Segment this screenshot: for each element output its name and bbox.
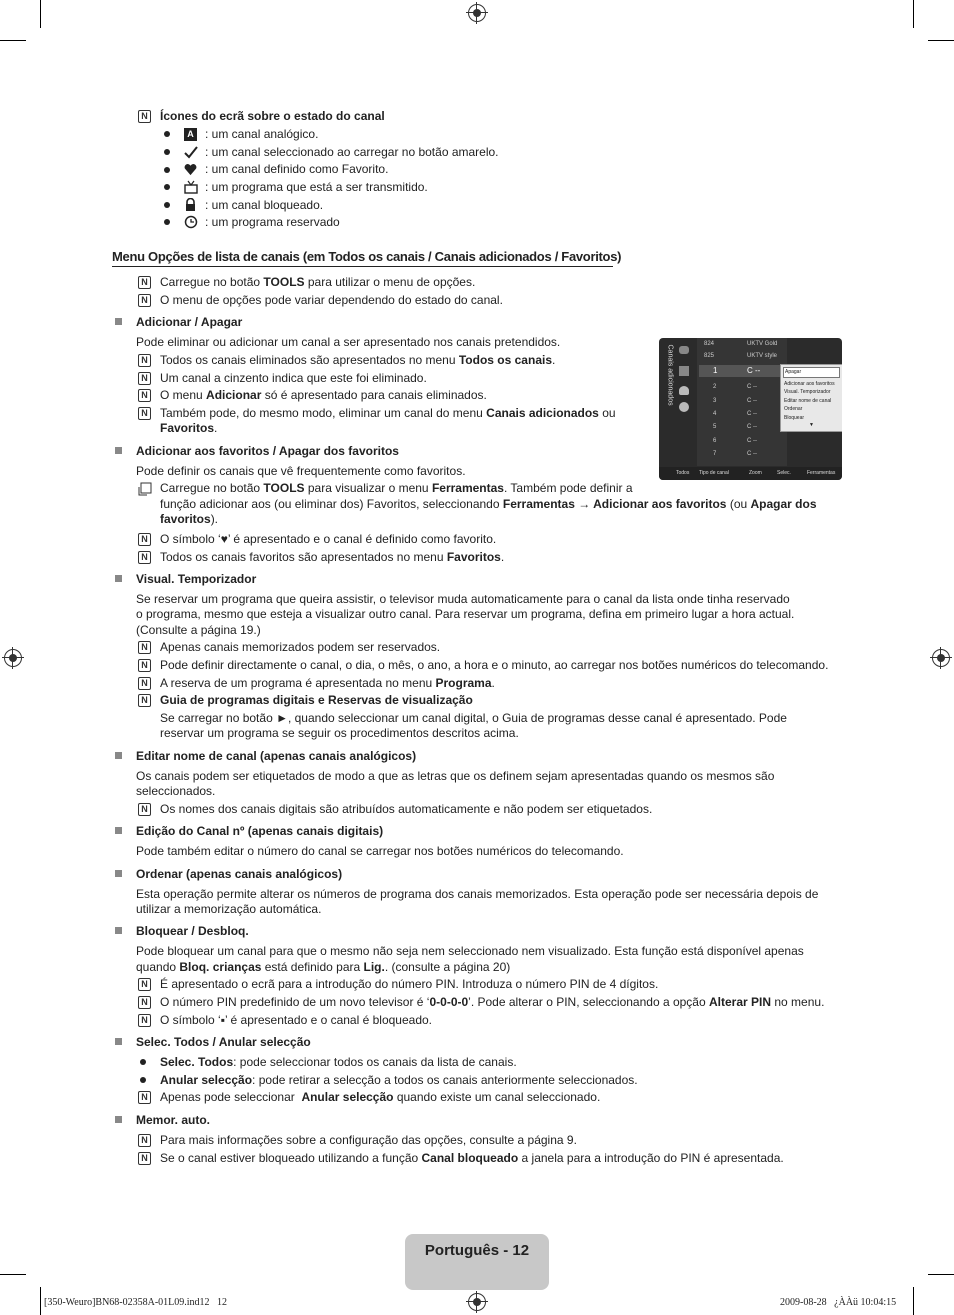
section-heading: Menu Opções de lista de canais (em Todos os canais / Canais adicionados / Favoritos) (112, 249, 613, 267)
status-item: : um canal analógico. (205, 127, 319, 141)
note-icon: N (138, 276, 151, 289)
list-item: 825 UKTV style (704, 353, 778, 359)
note-icon: N (138, 1091, 151, 1104)
note-icon: N (138, 996, 151, 1009)
tv-channel-list-screenshot (659, 338, 842, 480)
bullet-text: Anular selecção: pode retirar a selecção a todos os canais anteriormente seleccionados. (160, 1073, 638, 1087)
section-square (115, 870, 122, 877)
note-text: Apenas canais memorizados podem ser reservados. (160, 640, 441, 654)
page-number: Português - 12 (424, 1242, 530, 1259)
bullet (140, 1059, 146, 1065)
list-item-selected: 1 C -- (699, 365, 787, 377)
note-icon: N (138, 1134, 151, 1147)
list-item: 2 C -- (713, 384, 757, 390)
list-item: 3 C -- (713, 398, 757, 404)
paragraph: Pode eliminar ou adicionar um canal a ser apresentado nos canais pretendidos. (136, 335, 561, 349)
note-text: reservar um programa se seguir os procedimentos descritos acima. (160, 726, 519, 740)
status-item: : um canal bloqueado. (205, 198, 324, 212)
paragraph: Pode também editar o número do canal se carregar nos botões numéricos do telecomando. (136, 844, 624, 858)
bullet (140, 1077, 146, 1083)
tv-broadcast-icon (184, 180, 197, 193)
print-date: 2009-08-28 ¿ÀÀü 10:04:15 (780, 1297, 897, 1308)
note-text: A reserva de um programa é apresentada no menu Programa. (160, 676, 495, 690)
section-title-icons: Ícones do ecrã sobre o estado do canal (160, 109, 385, 123)
bullet-text: Selec. Todos: pode seleccionar todos os canais da lista de canais. (160, 1055, 517, 1069)
note-text: É apresentado o ecrã para a introdução do número PIN. Introduza o número PIN de 4 dígitos. (160, 977, 659, 991)
registration-mark-bottom (468, 1293, 486, 1311)
note-text: O número PIN predefinido de um novo televisor é ‘0-0-0-0’. Pode alterar o PIN, seleccionando a opção Alterar PIN no menu. (160, 995, 825, 1009)
note-text: Apenas pode seleccionar Anular selecção quando existe um canal seleccionado. (160, 1090, 601, 1104)
paragraph: Pode definir os canais que vê frequentemente como favoritos. (136, 464, 466, 478)
note-icon: N (138, 389, 151, 402)
status-item: : um canal definido como Favorito. (205, 162, 389, 176)
heart-icon: ♥ (220, 532, 228, 546)
subsection-title: Memor. auto. (136, 1113, 211, 1127)
note-icon: N (138, 659, 151, 672)
subsection-title: Adicionar aos favoritos / Apagar dos favoritos (136, 444, 399, 458)
subsection-title: Editar nome de canal (apenas canais analógicos) (136, 749, 417, 763)
note-icon: N (138, 978, 151, 991)
note-text: Carregue no botão TOOLS para utilizar o menu de opções. (160, 275, 476, 289)
note-icon: N (138, 354, 151, 367)
clock-icon (184, 215, 197, 228)
paragraph: quando Bloq. crianças está definido para Lig.. (consulte a página 20) (136, 960, 511, 974)
note-icon: N (138, 110, 151, 123)
status-item: : um programa que está a ser transmitido. (205, 180, 428, 194)
bullet (164, 167, 170, 173)
tools-icon (138, 482, 151, 495)
section-square (115, 827, 122, 834)
list-item: 4 C -- (713, 411, 757, 417)
paragraph: (Consulte a página 19.) (136, 623, 261, 637)
bottom-item: Zoom (749, 470, 762, 476)
subsection-title: Bloquear / Desbloq. (136, 924, 249, 938)
note-text: Os nomes dos canais digitais são atribuídos automaticamente e não podem ser etiquetados. (160, 802, 653, 816)
tools-text: favoritos). (160, 512, 219, 526)
bottom-item: Todos (676, 470, 690, 476)
paragraph: utilizar a memorização automática. (136, 902, 322, 916)
note-text: Para mais informações sobre a configuração das opções, consulte a página 9. (160, 1133, 577, 1147)
analog-channel-icon: A (184, 128, 197, 141)
registration-mark-right (932, 649, 950, 667)
note-text: Guia de programas digitais e Reservas de visualização (160, 693, 473, 707)
bottom-bar (659, 467, 842, 480)
heart-icon (679, 386, 689, 395)
note-text: Também pode, do mesmo modo, eliminar um canal do menu Canais adicionados ou Favoritos. (160, 406, 616, 435)
list-item: 824 UKTV Gold (704, 341, 778, 347)
subsection-title: Edição do Canal nº (apenas canais digitais) (136, 824, 384, 838)
section-square (115, 447, 122, 454)
list-item: 5 C -- (713, 424, 757, 430)
popup-item[interactable]: Bloquear (784, 414, 805, 421)
note-icon: N (138, 533, 151, 546)
list-item: 7 C -- (713, 451, 757, 457)
add-icon (679, 366, 689, 376)
paragraph: o programa, mesmo que esteja a visualizar outro canal. Para reservar um programa, defina em primeiro lugar a hora actual. (136, 607, 795, 621)
subsection-title: Ordenar (apenas canais analógicos) (136, 867, 343, 881)
lock-icon (184, 198, 197, 211)
tools-text: função adicionar aos (ou eliminar dos) Favoritos, seleccionando Ferramentas → Adicionar aos favoritos (ou Apagar dos (160, 497, 817, 511)
note-icon: N (138, 677, 151, 690)
note-text: Se carregar no botão ►, quando seleccionar um canal digital, o Guia de programas desse canal é apresentado. Pode (160, 711, 787, 725)
popup-item[interactable]: Visual. Temporizador (784, 389, 831, 395)
note-text: Um canal a cinzento indica que este foi eliminado. (160, 371, 427, 385)
paragraph: Esta operação permite alterar os números de programa dos canais memorizados. Esta operação pode ser necessária depois de (136, 887, 819, 901)
list-item: 6 C -- (713, 438, 757, 444)
satellite-icon (679, 346, 689, 354)
bullet (164, 184, 170, 190)
lock-icon: ▪ (220, 1013, 225, 1027)
note-icon: N (138, 1152, 151, 1165)
paragraph: Pode bloquear um canal para que o mesmo não seja nem seleccionado nem visualizado. Esta função está disponível apenas (136, 944, 804, 958)
clock-icon (679, 402, 689, 412)
bullet (164, 202, 170, 208)
paragraph: Os canais podem ser etiquetados de modo a que as letras que os definem sejam apresentadas quando os mesmos são (136, 769, 775, 783)
paragraph: seleccionados. (136, 784, 216, 798)
paragraph: Se reservar um programa que queira assistir, o televisor muda automaticamente para o canal da lista onde tinha reservado (136, 592, 790, 606)
status-item: : um canal seleccionado ao carregar no botão amarelo. (205, 145, 499, 159)
note-icon: N (138, 803, 151, 816)
note-text: Se o canal estiver bloqueado utilizando a função Canal bloqueado a janela para a introdução do PIN é apresentada. (160, 1151, 784, 1165)
section-square (115, 752, 122, 759)
note-text: Todos os canais favoritos são apresentados no menu Favoritos. (160, 550, 505, 564)
note-text: Pode definir directamente o canal, o dia, o mês, o ano, a hora e o minuto, ao carregar nos botões numéricos do telecomando. (160, 658, 829, 672)
note-text: O símbolo ‘▪’ é apresentado e o canal é bloqueado. (160, 1013, 433, 1027)
bottom-item: Ferramentas (807, 470, 836, 476)
section-square (115, 1038, 122, 1045)
note-text: O símbolo ‘♥’ é apresentado e o canal é definido como favorito. (160, 532, 497, 546)
file-info: [350-Weuro]BN68-02358A-01L09.ind12 12 (44, 1297, 228, 1308)
status-item: : um programa reservado (205, 215, 340, 229)
tools-text: Carregue no botão TOOLS para visualizar o menu Ferramentas. Também pode definir a (160, 481, 633, 495)
registration-mark-left (4, 649, 22, 667)
section-square (115, 318, 122, 325)
popup-item[interactable]: Adicionar aos favoritos (784, 380, 835, 387)
popup-item[interactable]: Editar nome de canal (784, 397, 832, 404)
bullet (164, 131, 170, 137)
subsection-title: Selec. Todos / Anular selecção (136, 1035, 311, 1049)
side-label: Canais adicionados (666, 344, 674, 406)
note-text: Todos os canais eliminados são apresentados no menu Todos os canais. (160, 353, 556, 367)
heart-icon (184, 163, 197, 176)
bottom-item: Tipo de canal (699, 470, 729, 476)
note-icon: N (138, 641, 151, 654)
note-icon: N (138, 372, 151, 385)
options-popup (780, 364, 842, 432)
page-number-tab (405, 1234, 549, 1290)
note-icon: N (138, 294, 151, 307)
note-text: O menu Adicionar só é apresentado para canais eliminados. (160, 388, 487, 402)
popup-item[interactable]: Ordenar (784, 406, 803, 412)
popup-item-selected[interactable]: Apagar (783, 367, 840, 378)
bottom-item: Selec. (777, 470, 791, 476)
registration-mark-top (468, 4, 486, 22)
section-square (115, 575, 122, 582)
bullet (164, 219, 170, 225)
chevron-down-icon: ▼ (809, 422, 814, 428)
subsection-title: Adicionar / Apagar (136, 315, 243, 329)
note-icon: N (138, 551, 151, 564)
subsection-title: Visual. Temporizador (136, 572, 257, 586)
bullet (164, 149, 170, 155)
note-icon: N (138, 694, 151, 707)
section-square (115, 927, 122, 934)
note-text: O menu de opções pode variar dependendo do estado do canal. (160, 293, 503, 307)
note-icon: N (138, 1014, 151, 1027)
note-icon: N (138, 407, 151, 420)
check-icon (184, 145, 197, 158)
section-square (115, 1116, 122, 1123)
